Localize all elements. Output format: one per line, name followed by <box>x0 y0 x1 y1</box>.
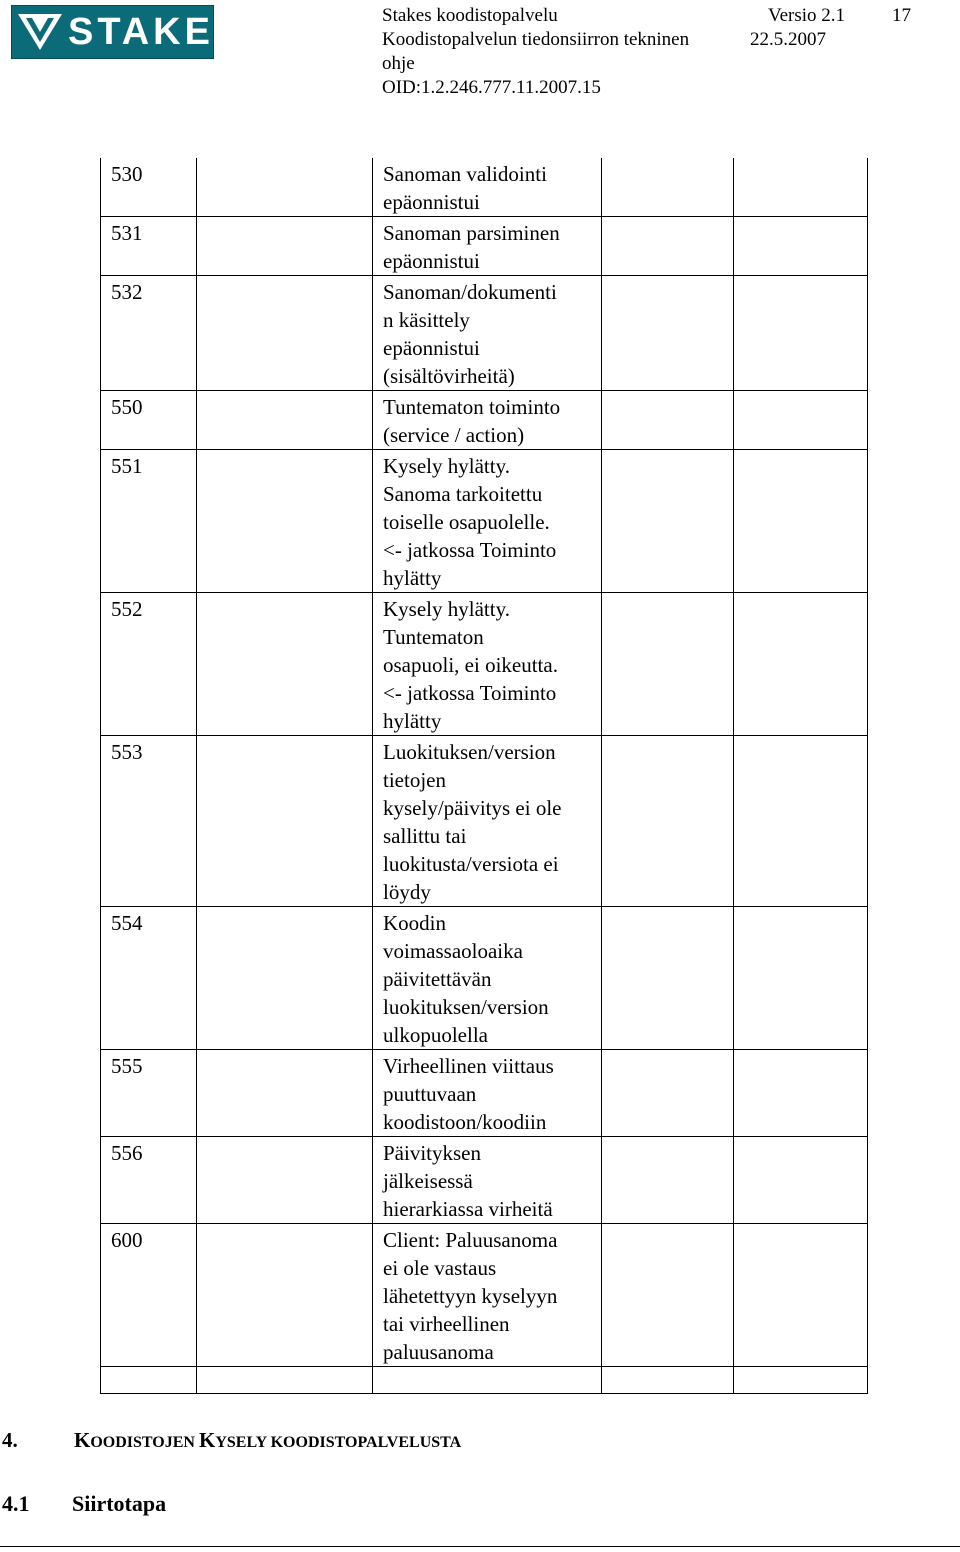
page-number: 17 <box>892 5 911 26</box>
subsection-number: 4.1 <box>2 1491 30 1516</box>
error-code-cell: 600 <box>101 1224 197 1367</box>
error-code-cell: 552 <box>101 593 197 736</box>
section-title-part: YSELY KOODISTOPALVELUSTA <box>215 1434 462 1451</box>
empty-cell <box>602 450 734 593</box>
error-code-table-body <box>101 158 868 1394</box>
error-code-cell: 532 <box>101 276 197 391</box>
empty-cell <box>734 276 868 391</box>
empty-cell <box>197 736 373 907</box>
description-line: Sanoman parsiminen <box>383 221 560 245</box>
empty-cell <box>602 276 734 391</box>
description-line: Luokituksen/version <box>383 740 556 764</box>
empty-cell <box>734 593 868 736</box>
empty-cell <box>602 593 734 736</box>
logo-text: STAKES <box>68 11 244 53</box>
empty-cell <box>197 593 373 736</box>
description-line: Tuntematon <box>383 625 484 649</box>
empty-cell <box>197 217 373 276</box>
error-code-cell: 554 <box>101 907 197 1050</box>
subsection-heading <box>2 1490 166 1518</box>
empty-cell <box>602 1137 734 1224</box>
description-line: koodistoon/koodiin <box>383 1110 547 1134</box>
description-line: Päivityksen <box>383 1141 481 1165</box>
empty-cell <box>197 1224 373 1367</box>
description-line: lähetettyyn kyselyyn <box>383 1284 558 1308</box>
description-line: Sanoman validointi <box>383 162 547 186</box>
description-line: tai virheellinen <box>383 1312 510 1336</box>
empty-cell <box>197 907 373 1050</box>
description-line: epäonnistui <box>383 190 480 214</box>
empty-cell <box>734 217 868 276</box>
error-code-cell: 555 <box>101 1050 197 1137</box>
section-title-part: K <box>198 1428 216 1452</box>
table-row <box>101 158 868 217</box>
description-line: luokitusta/versiota ei <box>383 852 559 876</box>
header-title-line: Koodistopalvelun tiedonsiirron tekninen ohje <box>382 29 690 74</box>
empty-cell <box>197 1050 373 1137</box>
table-row <box>101 1224 868 1367</box>
empty-cell <box>602 1050 734 1137</box>
description-line: hylätty <box>383 709 442 733</box>
error-code-cell: 531 <box>101 217 197 276</box>
empty-cell <box>734 1224 868 1367</box>
empty-cell <box>197 276 373 391</box>
empty-cell <box>734 450 868 593</box>
description-line: tietojen <box>383 768 446 792</box>
description-line: Sanoma tarkoitettu <box>383 482 543 506</box>
description-line: (sisältövirheitä) <box>383 364 515 388</box>
description-line: puuttuvaan <box>383 1082 477 1106</box>
description-line: paluusanoma <box>383 1340 494 1364</box>
section-title <box>74 1428 461 1452</box>
description-line: <- jatkossa Toiminto <box>383 538 557 562</box>
table-row <box>101 217 868 276</box>
error-description-cell <box>373 450 602 593</box>
description-line: Kysely hylätty. <box>383 454 510 478</box>
table-row <box>101 276 868 391</box>
table-row <box>101 593 868 736</box>
empty-cell <box>602 391 734 450</box>
description-line: Client: Paluusanoma <box>383 1228 558 1252</box>
description-line: kysely/päivitys ei ole <box>383 796 562 820</box>
empty-cell <box>197 158 373 217</box>
error-description-cell <box>373 593 602 736</box>
section-title-part: K <box>74 1428 91 1452</box>
description-line: epäonnistui <box>383 249 480 273</box>
table-row <box>101 450 868 593</box>
description-line: Sanoman/dokumenti <box>383 280 557 304</box>
table-row <box>101 736 868 907</box>
empty-cell <box>602 1367 734 1394</box>
description-line: <- jatkossa Toiminto <box>383 681 557 705</box>
logo-mark-icon <box>16 12 64 52</box>
error-code-cell: 550 <box>101 391 197 450</box>
description-line: Tuntematon toiminto <box>383 395 561 419</box>
empty-cell <box>197 1367 373 1394</box>
empty-cell <box>197 1137 373 1224</box>
empty-cell <box>734 907 868 1050</box>
empty-cell <box>602 158 734 217</box>
error-code-cell: 556 <box>101 1137 197 1224</box>
error-code-cell: 551 <box>101 450 197 593</box>
description-line: Virheellinen viittaus <box>383 1054 554 1078</box>
description-line: toiselle osapuolelle. <box>383 510 550 534</box>
empty-cell <box>197 450 373 593</box>
empty-cell <box>734 1137 868 1224</box>
empty-table-row <box>101 1367 868 1394</box>
section-heading <box>2 1426 461 1457</box>
error-description-cell <box>373 736 602 907</box>
empty-cell <box>197 391 373 450</box>
empty-cell <box>602 736 734 907</box>
description-line: ulkopuolella <box>383 1023 488 1047</box>
table-row <box>101 391 868 450</box>
empty-cell <box>602 1224 734 1367</box>
table-row <box>101 1137 868 1224</box>
description-line: hierarkiassa virheitä <box>383 1197 553 1221</box>
error-description-cell <box>373 1050 602 1137</box>
footer-rule <box>0 1546 960 1547</box>
header-oid: OID:1.2.246.777.11.2007.15 <box>382 77 601 98</box>
section-title-part: OODISTOJEN <box>90 1434 199 1451</box>
subsection-title: Siirtotapa <box>72 1491 167 1516</box>
description-line: sallittu tai <box>383 824 467 848</box>
empty-cell <box>373 1367 602 1394</box>
section-number: 4. <box>2 1428 18 1452</box>
stakes-logo <box>11 5 244 59</box>
description-line: hylätty <box>383 566 442 590</box>
description-line: Kysely hylätty. <box>383 597 510 621</box>
description-line: n käsittely <box>383 308 470 332</box>
empty-cell <box>734 158 868 217</box>
description-line: osapuoli, ei oikeutta. <box>383 653 558 677</box>
error-description-cell <box>373 276 602 391</box>
description-line: Koodin <box>383 911 446 935</box>
error-description-cell <box>373 391 602 450</box>
error-description-cell <box>373 907 602 1050</box>
error-description-cell <box>373 158 602 217</box>
empty-cell <box>602 907 734 1050</box>
error-description-cell <box>373 217 602 276</box>
description-line: löydy <box>383 880 431 904</box>
empty-cell <box>734 736 868 907</box>
description-line: luokituksen/version <box>383 995 549 1019</box>
empty-cell <box>101 1367 197 1394</box>
header-title-line: Stakes koodistopalvelu <box>382 5 558 26</box>
empty-cell <box>602 217 734 276</box>
description-line: (service / action) <box>383 423 525 447</box>
table-row <box>101 1050 868 1137</box>
version-label: Versio 2.1 <box>768 5 846 26</box>
empty-cell <box>734 1050 868 1137</box>
empty-cell <box>734 391 868 450</box>
document-date: 22.5.2007 <box>750 29 826 50</box>
error-description-cell <box>373 1137 602 1224</box>
error-code-cell: 530 <box>101 158 197 217</box>
error-code-cell: 553 <box>101 736 197 907</box>
empty-cell <box>734 1367 868 1394</box>
error-code-table <box>100 158 868 1394</box>
description-line: jälkeisessä <box>383 1169 473 1193</box>
table-row <box>101 907 868 1050</box>
description-line: ei ole vastaus <box>383 1256 497 1280</box>
description-line: päivitettävän <box>383 967 492 991</box>
error-description-cell <box>373 1224 602 1367</box>
document-title-block <box>382 4 722 100</box>
description-line: epäonnistui <box>383 336 480 360</box>
description-line: voimassaoloaika <box>383 939 523 963</box>
